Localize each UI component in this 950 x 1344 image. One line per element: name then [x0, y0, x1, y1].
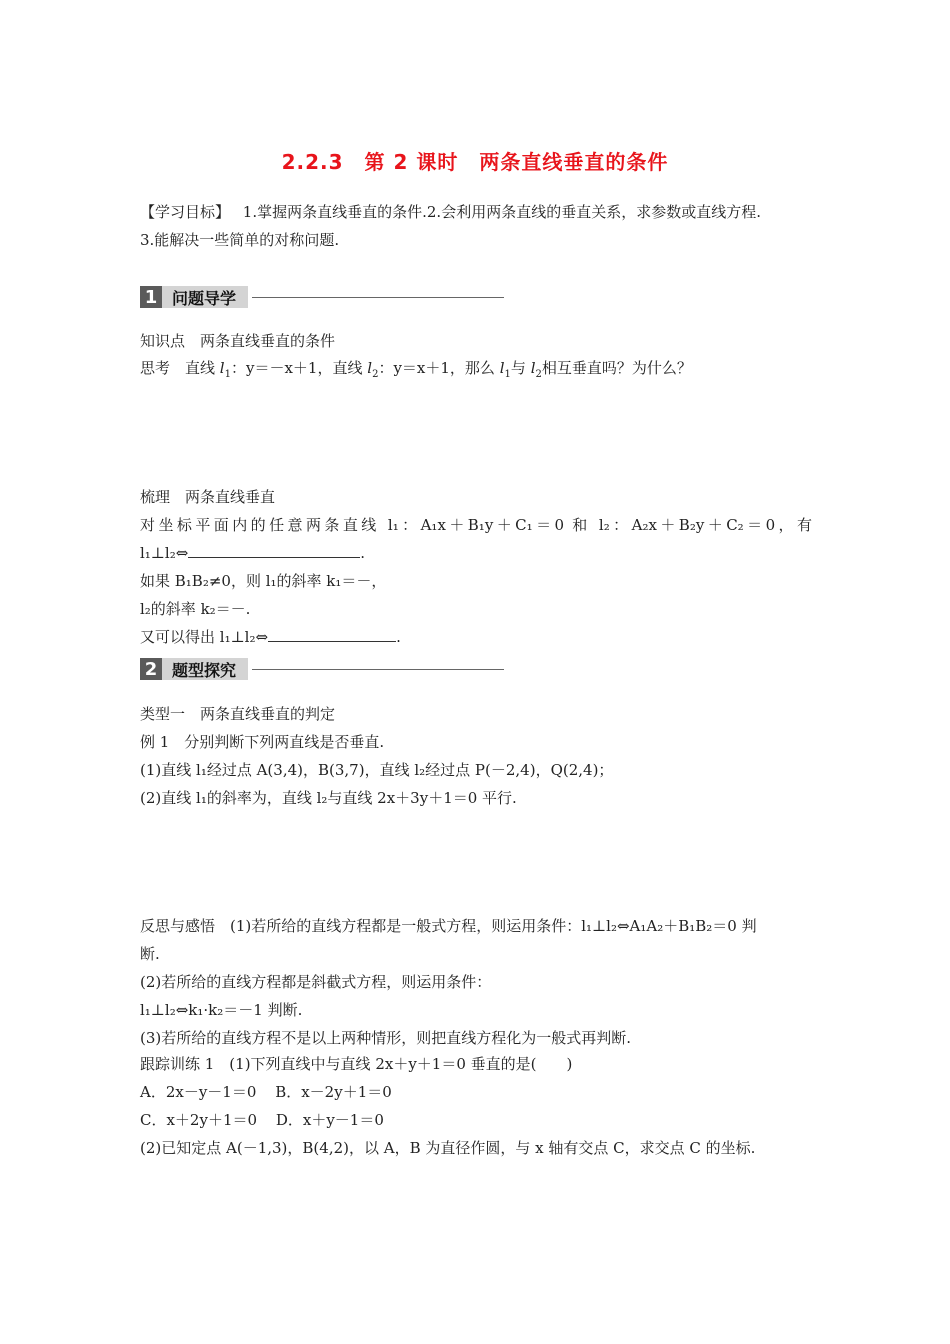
reflection-line3: (2)若所给的直线方程都是斜截式方程，则运用条件：: [140, 973, 492, 991]
think-l2-eq: ：y＝x＋1，那么: [378, 359, 495, 377]
reflection-line5: (3)若所给的直线方程不是以上两种情形，则把直线方程化为一般式再判断.: [140, 1029, 632, 1047]
section-number-2: 2: [140, 658, 162, 680]
section-label-2: 题型探究: [162, 658, 248, 680]
option-a[interactable]: A．2x－y－1＝0: [140, 1083, 257, 1101]
section-number-1: 1: [140, 286, 162, 308]
summary-line5: 又可以得出 l₁⊥l₂⇔ .: [140, 628, 401, 646]
learning-goals-line1: [140, 202, 761, 222]
option-c[interactable]: C．x＋2y＋1＝0: [140, 1111, 258, 1129]
example1-part2: (2)直线 l₁的斜率为，直线 l₂与直线 2x＋3y＋1＝0 平行.: [140, 789, 517, 807]
think-prefix: 思考 直线: [140, 359, 216, 377]
option-d[interactable]: D．x＋y－1＝0: [275, 1111, 384, 1129]
summary-line4: l₂的斜率 k₂＝－.: [140, 600, 251, 618]
think-question: 思考 直线 $l_1$：y＝－x＋1，直线 $l_2$：y＝x＋1，那么 $l_1$与 $l_2$相互垂直吗？为什么？: [140, 359, 692, 380]
reflection-line2: 断.: [140, 945, 160, 963]
exercise1-title: 跟踪训练 1 (1)下列直线中与直线 2x＋y＋1＝0 垂直的是( ): [140, 1055, 573, 1073]
think-l2b: l: [530, 359, 536, 377]
summary-line5-text: 又可以得出 l₁⊥l₂⇔: [140, 628, 269, 646]
exercise1-options-ab: [140, 1082, 392, 1102]
summary-line2-text: l₁⊥l₂⇔: [140, 544, 189, 562]
option-b[interactable]: B．x－2y＋1＝0: [275, 1083, 392, 1101]
think-l1: l: [219, 359, 225, 377]
type1-heading: 类型一 两条直线垂直的判定: [140, 705, 336, 723]
fill-blank-2[interactable]: [268, 627, 396, 642]
example1-part1: (1)直线 l₁经过点 A(3,4)，B(3,7)，直线 l₂经过点 P(－2,4)，Q(2,4)；: [140, 761, 614, 779]
summary-heading: 梳理 两条直线垂直: [140, 488, 276, 506]
summary-line3: 如果 B₁B₂≠0，则 l₁的斜率 k₁＝－，: [140, 572, 387, 590]
think-suffix: 相互垂直吗？为什么？: [541, 359, 692, 377]
think-l1-eq: ：y＝－x＋1，直线: [230, 359, 363, 377]
learning-goals-line2: 3.能解决一些简单的对称问题.: [140, 231, 340, 249]
learning-goals-text1: 1.掌握两条直线垂直的条件.2.会利用两条直线的垂直关系，求参数或直线方程.: [242, 203, 761, 221]
think-l2: l: [367, 359, 373, 377]
think-mid: 与: [510, 359, 526, 377]
section-header-1: [140, 286, 504, 308]
section-rule-2: [252, 669, 504, 670]
page-title: 2.2.3 第 2 课时 两条直线垂直的条件: [281, 150, 669, 174]
exercise1-options-cd: [140, 1110, 384, 1130]
summary-line1: 对坐标平面内的任意两条直线 l₁：A₁x＋B₁y＋C₁＝0 和 l₂：A₂x＋B₂y＋C₂＝0，有: [140, 516, 812, 534]
section-label-1: 问题导学: [162, 286, 248, 308]
think-l1b: l: [499, 359, 505, 377]
knowledge-point-heading: 知识点 两条直线垂直的条件: [140, 332, 336, 350]
section-header-2: [140, 658, 504, 680]
summary-line2: l₁⊥l₂⇔ .: [140, 544, 366, 562]
section-rule-1: [252, 297, 504, 298]
learning-goals-label: 【学习目标】: [140, 203, 231, 221]
reflection-line4: l₁⊥l₂⇔k₁·k₂＝－1 判断.: [140, 1001, 303, 1019]
reflection-line1: 反思与感悟 (1)若所给的直线方程都是一般式方程，则运用条件：l₁⊥l₂⇔A₁A₂＋B₁B₂＝0 判: [140, 917, 757, 935]
exercise1-part2: (2)已知定点 A(－1,3)，B(4,2)，以 A，B 为直径作圆，与 x 轴有交点 C，求交点 C 的坐标.: [140, 1139, 756, 1157]
fill-blank-1[interactable]: [188, 543, 360, 558]
example1-title: 例 1 分别判断下列两直线是否垂直.: [140, 733, 385, 751]
